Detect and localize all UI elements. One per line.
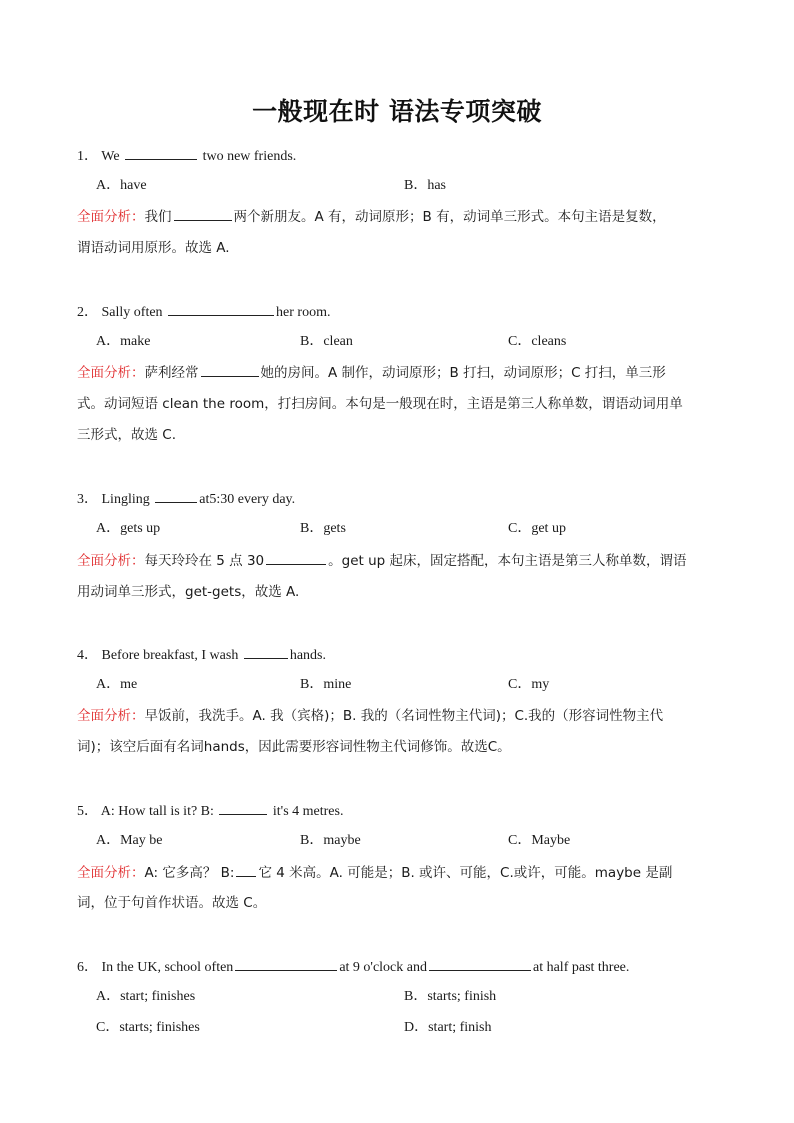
question-1 — [77, 146, 727, 166]
analysis-1-line-2: 谓语动词用原形。故选 A. — [77, 240, 230, 256]
answer-blank[interactable] — [168, 302, 274, 316]
question-text: Before breakfast, I wash — [101, 648, 239, 663]
question-number: 1． — [77, 149, 98, 164]
answer-blank[interactable] — [155, 489, 197, 503]
analysis-text: 萨利经常 — [144, 365, 199, 381]
question-3 — [77, 489, 727, 509]
answer-blank — [174, 207, 232, 221]
question-text: In the UK, school often — [101, 960, 234, 975]
option-d[interactable]: D．start; finish — [404, 1020, 492, 1035]
analysis-text: 。get up 起床，固定搭配，本句主语是第三人称单数，谓语 — [328, 553, 687, 569]
analysis-5-line-2: 词，位于句首作状语。故选 C。 — [77, 895, 267, 911]
question-5 — [77, 801, 727, 821]
analysis-text: 每天玲玲在 5 点 30 — [144, 553, 265, 569]
option-b[interactable]: B．starts; finish — [404, 989, 497, 1004]
analysis-4-line-2: 词)；该空后面有名词hands，因此需要形容词性物主代词修饰。故选C。 — [77, 739, 511, 755]
question-number: 3． — [77, 492, 98, 507]
option-b[interactable]: B．clean — [300, 334, 353, 349]
answer-blank[interactable] — [429, 957, 531, 971]
question-text: at 9 o'clock and — [339, 960, 427, 975]
option-a[interactable]: A．start; finishes — [96, 989, 196, 1004]
option-c[interactable]: C．get up — [508, 521, 566, 536]
question-4 — [77, 645, 727, 665]
analysis-4-line-1 — [77, 707, 727, 725]
option-b[interactable]: B．mine — [300, 677, 352, 692]
analysis-text: A: 它多高？ B: — [144, 865, 235, 881]
option-a[interactable]: A．me — [96, 677, 138, 692]
answer-blank[interactable] — [235, 957, 337, 971]
option-c[interactable]: C．starts; finishes — [96, 1020, 200, 1035]
question-text: We — [101, 149, 120, 164]
question-2 — [77, 302, 727, 322]
question-text: two new friends. — [202, 149, 297, 164]
question-text: Sally often — [101, 305, 163, 320]
question-text: hands. — [289, 648, 326, 663]
analysis-2-line-3: 三形式，故选 C. — [77, 427, 177, 443]
answer-blank[interactable] — [219, 801, 267, 815]
option-c[interactable]: C．Maybe — [508, 833, 571, 848]
answer-blank — [236, 863, 256, 877]
option-a[interactable]: A．make — [96, 334, 151, 349]
question-number: 4． — [77, 648, 98, 663]
question-number: 6． — [77, 960, 98, 975]
analysis-2-line-1 — [77, 363, 727, 382]
option-a[interactable]: A．May be — [96, 833, 163, 848]
analysis-text: 早饭前，我洗手。A. 我（宾格)；B. 我的（名词性物主代词)；C.我的（形容词性物主代 — [144, 708, 664, 724]
question-text: A: How tall is it? B: — [100, 804, 214, 819]
analysis-2-line-2: 式。动词短语 clean the room，打扫房间。本句是一般现在时，主语是第三人称单数，谓语动词用单 — [77, 396, 683, 412]
analysis-3-line-1 — [77, 551, 727, 570]
option-c[interactable]: C．my — [508, 677, 550, 692]
analysis-text: 我们 — [144, 209, 172, 225]
option-c[interactable]: C．cleans — [508, 334, 567, 349]
analysis-label: 全面分析： — [77, 865, 145, 881]
analysis-text: 两个新朋友。A 有，动词原形；B 有，动词单三形式。本句主语是复数， — [233, 209, 666, 225]
question-number: 2． — [77, 305, 98, 320]
page-title: 一般现在时 语法专项突破 — [252, 97, 542, 126]
answer-blank — [201, 363, 259, 377]
analysis-3-line-2: 用动词单三形式，get-gets，故选 A. — [77, 584, 300, 600]
analysis-5-line-1 — [77, 863, 727, 882]
analysis-label: 全面分析： — [77, 553, 145, 569]
option-b[interactable]: B．has — [404, 178, 446, 193]
analysis-label: 全面分析： — [77, 365, 145, 381]
question-text: Lingling — [101, 492, 150, 507]
option-b[interactable]: B．gets — [300, 521, 346, 536]
option-a[interactable]: A．gets up — [96, 521, 161, 536]
answer-blank[interactable] — [125, 146, 197, 160]
question-6 — [77, 957, 727, 977]
analysis-text: 它 4 米高。A. 可能是；B. 或许、可能，C.或许，可能。maybe 是副 — [258, 865, 673, 881]
question-text: her room. — [276, 305, 331, 320]
question-text: at half past three. — [532, 960, 630, 975]
answer-blank[interactable] — [244, 645, 288, 659]
option-a[interactable]: A．have — [96, 178, 147, 193]
analysis-text: 她的房间。A 制作，动词原形；B 打扫，动词原形；C 打扫，单三形 — [260, 365, 666, 381]
analysis-label: 全面分析： — [77, 708, 145, 724]
analysis-1-line-1 — [77, 207, 727, 226]
question-text: it's 4 metres. — [272, 804, 344, 819]
answer-blank — [266, 551, 326, 565]
option-b[interactable]: B．maybe — [300, 833, 361, 848]
question-number: 5． — [77, 804, 98, 819]
question-text: at5:30 every day. — [199, 492, 296, 507]
analysis-label: 全面分析： — [77, 209, 145, 225]
